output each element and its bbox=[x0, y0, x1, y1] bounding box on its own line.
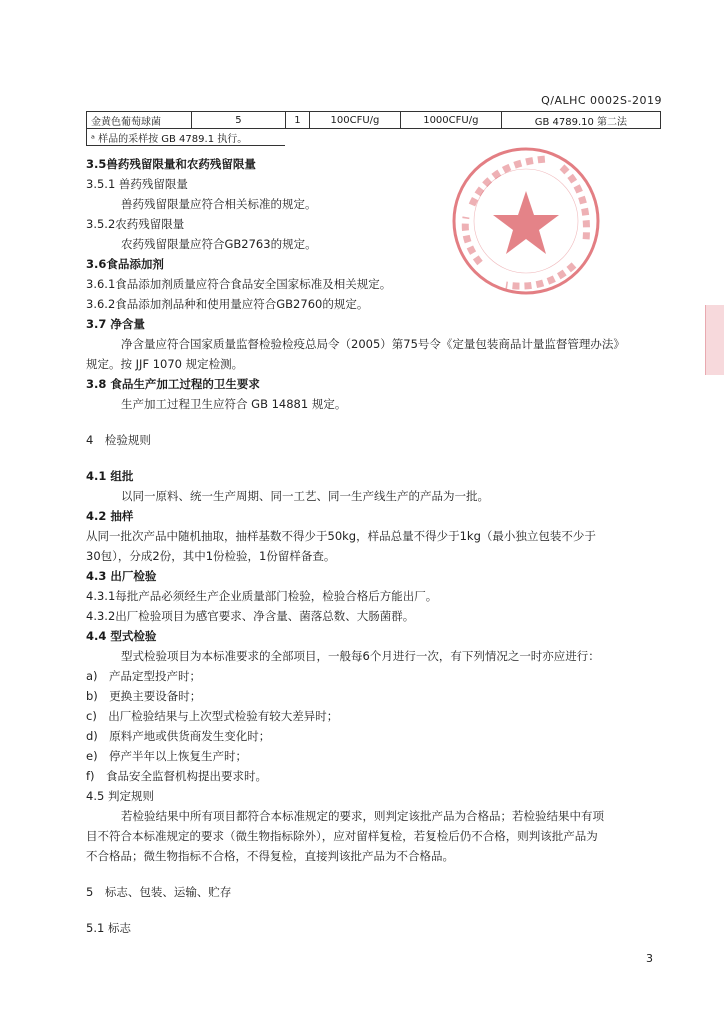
company-seal-icon bbox=[450, 145, 602, 297]
table-cell: 1 bbox=[285, 112, 309, 129]
subsection-heading: 3.5.1 兽药残留限量 bbox=[86, 177, 188, 191]
section-heading: 4.2 抽样 bbox=[86, 509, 134, 523]
list-item: f) 食品安全监督机构提出要求时。 bbox=[86, 769, 268, 783]
section-heading: 4.3 出厂检验 bbox=[86, 569, 157, 583]
table-note-row bbox=[87, 129, 661, 146]
list-item: e) 停产半年以上恢复生产时； bbox=[86, 749, 248, 763]
section-heading: 3.5兽药残留限量和农药残留限量 bbox=[86, 157, 256, 171]
section-heading: 3.7 净含量 bbox=[86, 317, 145, 331]
list-item: d) 原料产地或供货商发生变化时； bbox=[86, 729, 271, 743]
list-item: b) 更换主要设备时； bbox=[86, 689, 202, 703]
chapter-heading: 4 检验规则 bbox=[86, 433, 151, 447]
body-text: 4.3.1每批产品必须经生产企业质量部门检验，检验合格后方能出厂。 bbox=[86, 589, 438, 603]
body-text: 目不符合本标准规定的要求（微生物指标除外），应对留样复检，若复检后仍不合格，则判该批产品为 bbox=[86, 829, 598, 843]
section-heading: 4.1 组批 bbox=[86, 469, 134, 483]
table-cell: 100CFU/g bbox=[309, 112, 400, 129]
body-text: 从同一批次产品中随机抽取，抽样基数不得少于50kg，样品总量不得少于1kg（最小独立包装不少于 bbox=[86, 529, 596, 543]
body-text: 生产加工过程卫生应符合 GB 14881 规定。 bbox=[121, 397, 347, 411]
body-text: 3.6.1食品添加剂质量应符合食品安全国家标准及相关规定。 bbox=[86, 277, 392, 291]
section-heading: 4.4 型式检验 bbox=[86, 629, 157, 643]
microbial-limits-table bbox=[86, 111, 661, 146]
body-text: 若检验结果中所有项目都符合本标准规定的要求，则判定该批产品为合格品；若检验结果中有项 bbox=[121, 809, 604, 823]
table-row bbox=[87, 112, 661, 129]
section-heading: 5.1 标志 bbox=[86, 921, 131, 935]
list-item: a) 产品定型投产时； bbox=[86, 669, 202, 683]
table-cell: 5 bbox=[192, 112, 286, 129]
table-cell: GB 4789.10 第二法 bbox=[501, 112, 660, 129]
section-heading: 3.6食品添加剂 bbox=[86, 257, 164, 271]
body-text: 4.3.2出厂检验项目为感官要求、净含量、菌落总数、大肠菌群。 bbox=[86, 609, 415, 623]
section-heading: 3.8 食品生产加工过程的卫生要求 bbox=[86, 377, 260, 391]
body-text: 净含量应符合国家质量监督检验检疫总局令（2005）第75号令《定量包装商品计量监督管理办法》 bbox=[121, 337, 625, 351]
body-text: 3.6.2食品添加剂品种和使用量应符合GB2760的规定。 bbox=[86, 297, 369, 311]
body-text: 以同一原料、统一生产周期、同一工艺、同一生产线生产的产品为一批。 bbox=[121, 489, 489, 503]
page-number: 3 bbox=[646, 952, 653, 965]
section-heading: 4.5 判定规则 bbox=[86, 789, 154, 803]
body-text: 不合格品；微生物指标不合格，不得复检，直接判该批产品为不合格品。 bbox=[86, 849, 454, 863]
body-text: 农药残留限量应符合GB2763的规定。 bbox=[121, 237, 317, 251]
table-cell: 金黄色葡萄球菌 bbox=[87, 112, 192, 129]
document-code: Q/ALHC 0002S-2019 bbox=[541, 94, 662, 107]
chapter-heading: 5 标志、包装、运输、贮存 bbox=[86, 885, 232, 899]
table-cell: 1000CFU/g bbox=[400, 112, 501, 129]
side-binding-tab bbox=[705, 305, 724, 375]
body-text: 型式检验项目为本标准要求的全部项目，一般每6个月进行一次，有下列情况之一时亦应进行： bbox=[121, 649, 600, 663]
body-text: 规定。按 JJF 1070 规定检测。 bbox=[86, 357, 244, 371]
table-note: ᵃ 样品的采样按 GB 4789.1 执行。 bbox=[87, 129, 286, 146]
list-item: c) 出厂检验结果与上次型式检验有较大差异时； bbox=[86, 709, 339, 723]
body-text: 兽药残留限量应符合相关标准的规定。 bbox=[121, 197, 317, 211]
subsection-heading: 3.5.2农药残留限量 bbox=[86, 217, 185, 231]
body-text: 30包），分成2份，其中1份检验，1份留样备查。 bbox=[86, 549, 336, 563]
